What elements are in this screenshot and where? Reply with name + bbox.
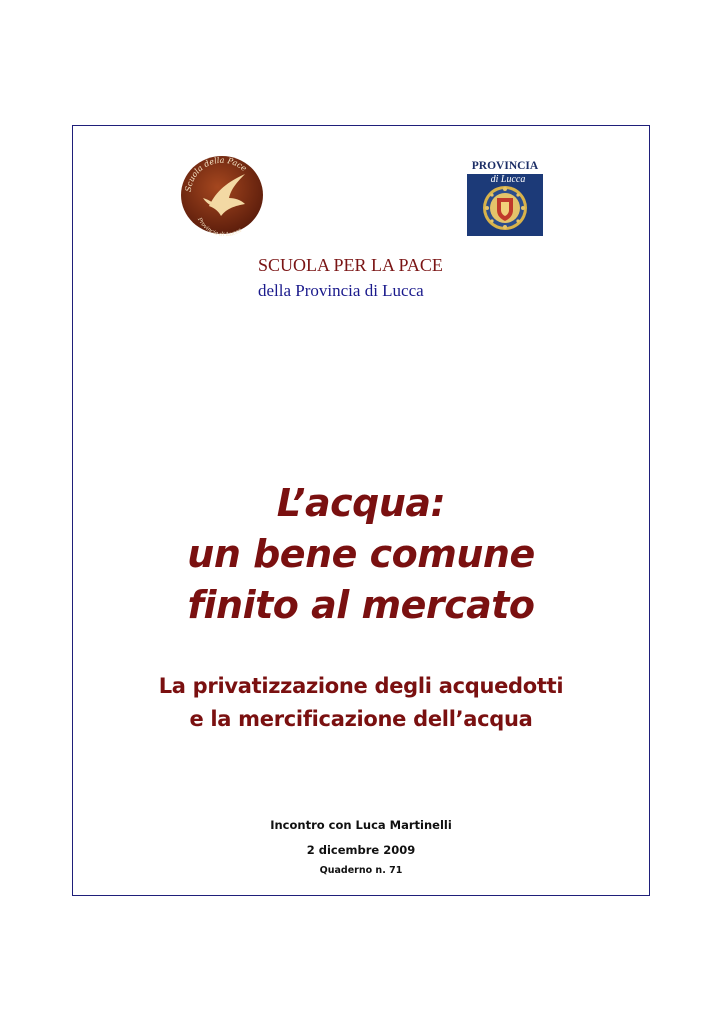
- event-info: [72, 817, 650, 878]
- scuola-della-pace-logo: [179, 154, 265, 236]
- provincia-di-lucca-logo: [467, 158, 543, 236]
- event-speaker: Incontro con Luca Martinelli: [270, 818, 452, 832]
- event-date: 2 dicembre 2009: [306, 843, 416, 857]
- document-title: [72, 478, 650, 631]
- logo-left-text-bottom: Provincia di Lucca: [196, 216, 243, 236]
- logo-right-line2: di Lucca: [490, 174, 526, 185]
- subtitle-line-1: La privatizzazione degli acquedotti: [158, 674, 564, 698]
- organization-subname: della Provincia di Lucca: [258, 281, 424, 300]
- document-subtitle: [72, 670, 650, 736]
- logo-right-line1: PROVINCIA: [471, 160, 539, 172]
- title-line-3: finito al mercato: [187, 583, 535, 627]
- quaderno-number: Quaderno n. 71: [319, 865, 403, 876]
- title-line-2: un bene comune: [187, 532, 535, 576]
- subtitle-line-2: e la mercificazione dell’acqua: [189, 707, 533, 731]
- organization-name: SCUOLA PER LA PACE: [258, 255, 443, 275]
- logo-left-text-top: Scuola della Pace: [183, 155, 249, 193]
- title-line-1: L’acqua:: [276, 481, 446, 525]
